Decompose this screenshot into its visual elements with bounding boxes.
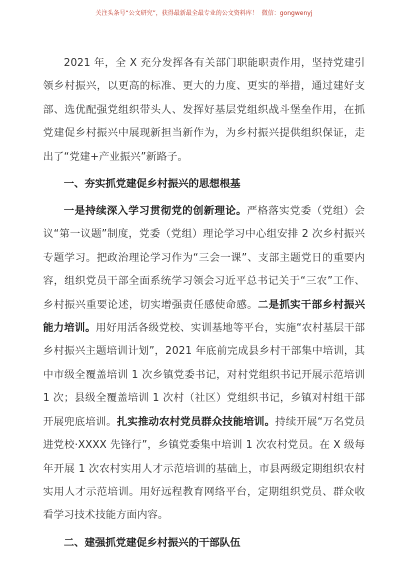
document-body xyxy=(43,52,365,559)
text-2: 用好用活各级党校、实训基地等平台，实施“农村基层干部乡村振兴主题培训计划”，2021 年底前完成县乡村干部集中培训，其中市级全覆盖培训 1 次乡镇党委书记，对村党组织书记开展示范培训 1 次；县级全覆盖培训 1 次村（社区）党组织书记，乡镇对村组干部开展兜底培训。 xyxy=(43,322,365,428)
bold-lead-2: 二是抓实干部乡村振兴能力培训。 xyxy=(43,298,366,335)
text-1: 严格落实党委（党组）会议“第一议题”制度，党委（党组）理论学习中心组安排 2 次乡村振兴专题学习。把政治理论学习作为“三会一课”、支部主题党日的重要内容，组织党员干部全面系统学习领会习近平总书记关于“三农”工作、乡村振兴重要论述，切实增强责任感使命感。 xyxy=(43,205,365,311)
header-banner xyxy=(0,10,408,18)
banner-wechat: 微信：gongwenyj xyxy=(261,10,313,17)
text-3: 持续开展“万名党员进党校·XXXX 先锋行”，乡镇党委集中培训 1 次农村党员。在 X 级每年开展 1 次农村实用人才示范培训的基础上，市县两级定期组织农村实用人才示范培训。用好远程教育网络平台，定期组织党员、群众收看学习技术技能方面内容。 xyxy=(43,415,366,522)
paragraph-section-1 xyxy=(43,200,365,528)
banner-text: 关注头条号“公文研究”，获得最新最全最专业的公文资料库！ xyxy=(95,10,258,17)
bold-lead-3: 扎实推动农村党员群众技能培训。 xyxy=(116,415,276,428)
bold-lead-1: 一是持续深入学习贯彻党的创新理论。 xyxy=(63,205,247,218)
paragraph-intro: 2021 年，全 X 充分发挥各有关部门职能职责作用，坚持党建引领乡村振兴，以更高的标准、更大的力度、更实的举措，通过建好支部、选优配强党组织带头人、发挥好基层党组织战斗堡垒作用，在抓党建促乡村振兴中展现新担当新作为，为乡村振兴提供组织保证，走出了“党建+产业振兴”新路子。 xyxy=(43,57,365,163)
section-heading-2: 二、建强抓党建促乡村振兴的干部队伍 xyxy=(63,536,241,549)
section-heading-1: 一、夯实抓党建促乡村振兴的思想根基 xyxy=(63,177,241,190)
